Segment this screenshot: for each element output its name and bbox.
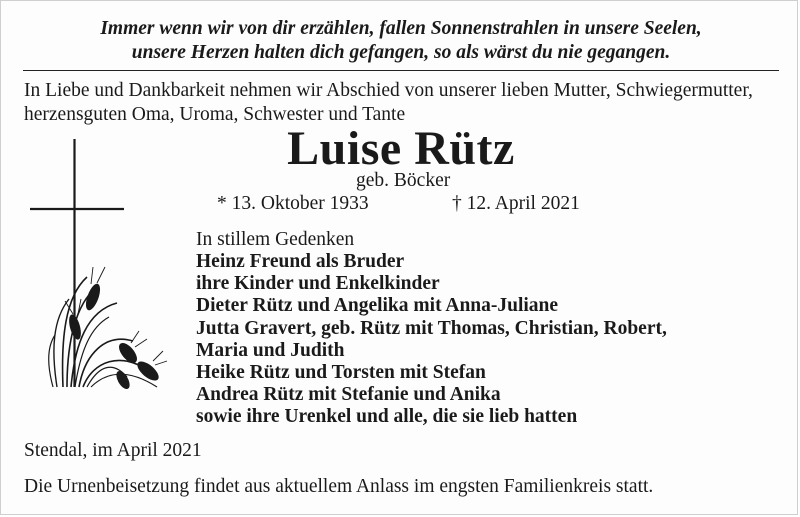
mourner-line: Jutta Gravert, geb. Rütz mit Thomas, Christian, Robert, xyxy=(196,317,667,339)
mourner-line: Andrea Rütz mit Stefanie und Anika xyxy=(196,384,501,406)
motto-verse xyxy=(1,17,800,65)
intro-line: herzensguten Oma, Uroma, Schwester und Tante xyxy=(24,104,406,125)
mourners-lead: In stillem Gedenken xyxy=(196,229,355,250)
mourner-line: sowie ihre Urenkel und alle, die sie lieb hatten xyxy=(196,406,578,428)
birth-date: * 13. Oktober 1933 xyxy=(217,193,369,214)
death-date: † 12. April 2021 xyxy=(452,193,580,214)
mourner-line: Maria und Judith xyxy=(196,339,345,361)
place-date: Stendal, im April 2021 xyxy=(24,440,202,461)
mourner-line: Dieter Rütz und Angelika mit Anna-Juliane xyxy=(196,295,559,317)
cross-with-wheat-icon xyxy=(27,139,177,394)
deceased-name: Luise Rütz xyxy=(287,122,515,175)
maiden-name: geb. Böcker xyxy=(356,170,451,191)
mourner-line: Heinz Freund als Bruder xyxy=(196,251,405,272)
burial-notice: Die Urnenbeisetzung findet aus aktuellem Anlass im engsten Familienkreis statt. xyxy=(24,476,654,497)
intro-text xyxy=(24,79,794,127)
motto-line: unsere Herzen halten dich gefangen, so als wärst du nie gegangen. xyxy=(131,42,671,63)
mourner-line: Heike Rütz und Torsten mit Stefan xyxy=(196,362,486,384)
mourners-list xyxy=(196,228,786,429)
mourner-line: ihre Kinder und Enkelkinder xyxy=(196,273,440,295)
intro-line: In Liebe und Dankbarkeit nehmen wir Abschied von unserer lieben Mutter, Schwiegermutter, xyxy=(24,80,753,101)
mourner-lines xyxy=(196,251,786,429)
motto-line: Immer wenn wir von dir erzählen, fallen Sonnenstrahlen in unsere Seelen, xyxy=(100,18,702,39)
divider-line xyxy=(23,70,779,71)
